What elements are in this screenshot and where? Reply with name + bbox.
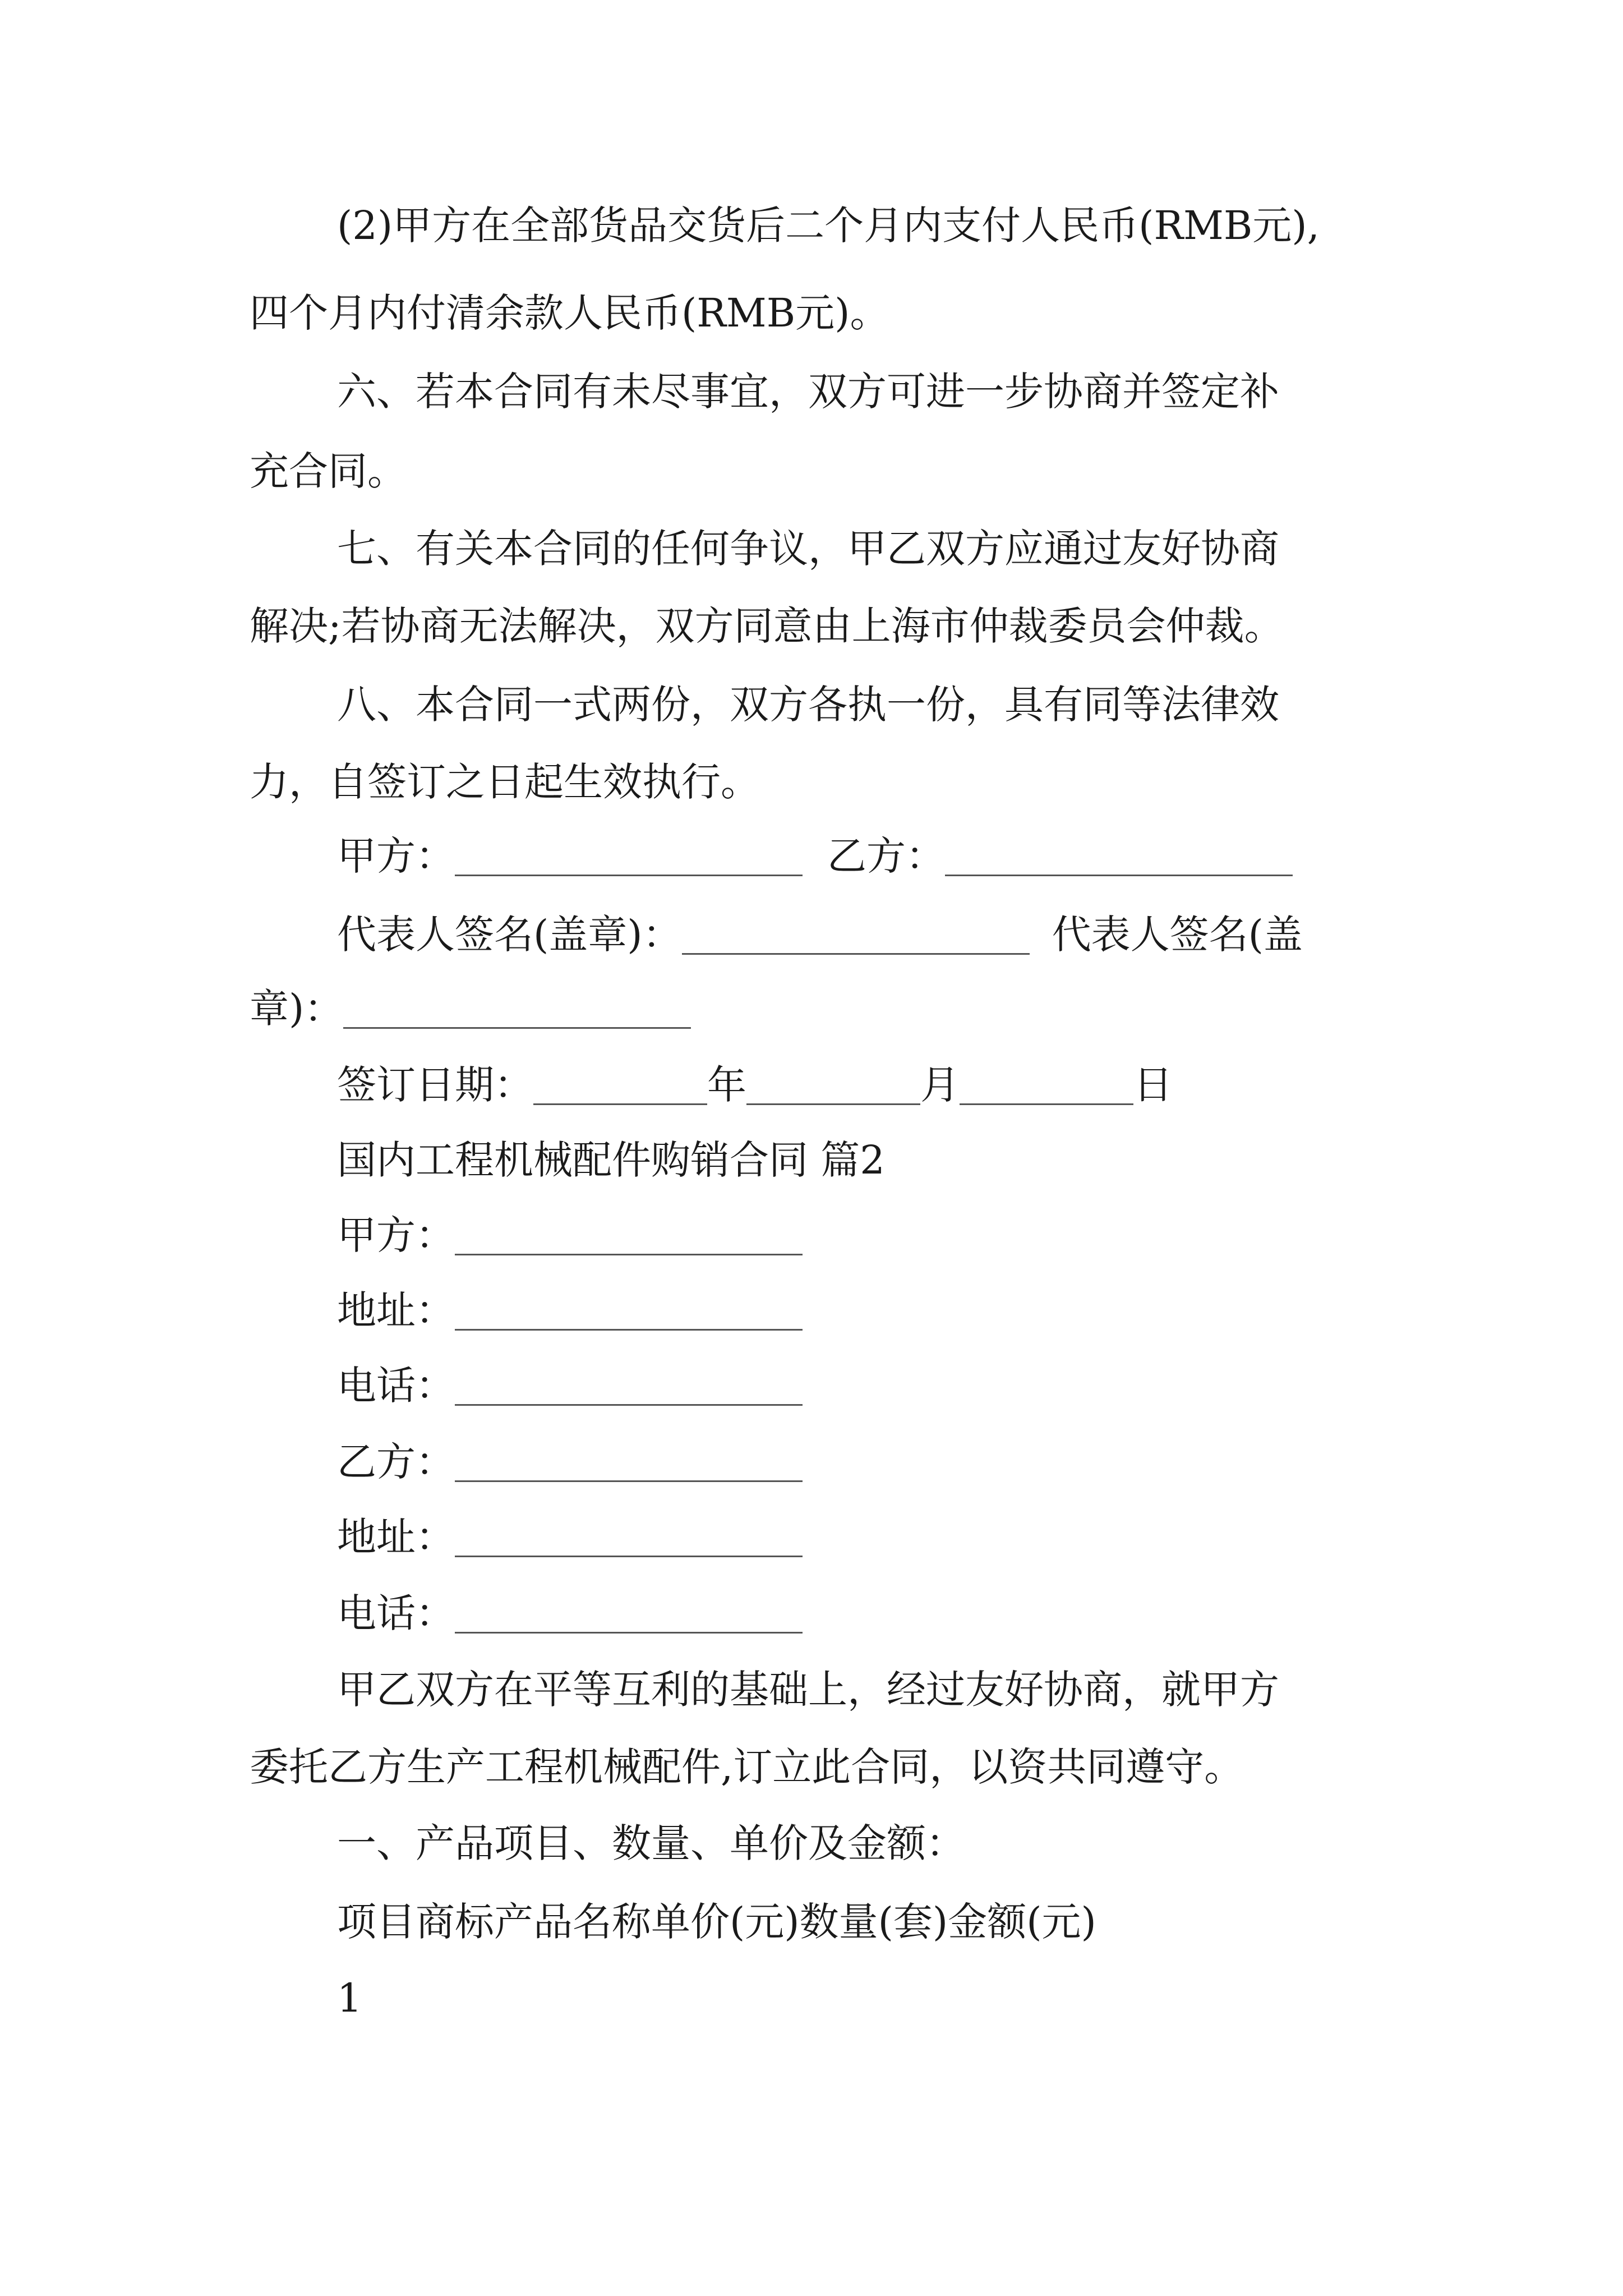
party-a-address-blank[interactable] [455,1289,803,1331]
party-b-phone-blank[interactable] [455,1591,803,1634]
party-b-address-blank[interactable] [455,1515,803,1557]
sign-date-label: 签订日期： [337,1062,533,1108]
table-row-number: 1 [337,1975,362,2021]
rep-signature-row-wrap [250,981,691,1037]
clause-seven-line-1: 七、有关本合同的任何争议，甲乙双方应通过友好协商 [337,526,1279,572]
party-a-phone-blank[interactable] [455,1364,803,1406]
party-b-phone-field [337,1585,803,1641]
payment-clause-line-2: 四个月内付清余款人民币(RMB元)。 [250,290,889,336]
month-label: 月 [920,1062,960,1108]
rep-sign-a-blank[interactable] [682,913,1030,955]
party-b-address-field [337,1509,803,1565]
rep-signature-row [337,907,1303,963]
party-a-address-field [337,1282,803,1338]
section-2-title: 国内工程机械配件购销合同 篇2 [337,1137,885,1183]
month-blank[interactable] [746,1063,920,1105]
field-label: 地址： [337,1514,455,1560]
party-b-blank[interactable] [945,834,1293,876]
party-a-name-blank[interactable] [455,1213,803,1255]
rep-sign-b-label-continued: 章)： [250,986,344,1032]
intro-line-1: 甲乙双方在平等互利的基础上，经过友好协商，就甲方 [337,1667,1279,1713]
party-a-blank[interactable] [455,834,803,876]
field-label: 甲方： [337,1212,455,1258]
product-table-header: 项目商标产品名称单价(元)数量(套)金额(元) [337,1899,1096,1945]
clause-eight-line-2: 力，自签订之日起生效执行。 [250,759,760,805]
field-label: 乙方： [337,1439,455,1485]
party-a-phone-field [337,1358,803,1414]
party-a-field [337,1207,803,1263]
intro-line-2: 委托乙方生产工程机械配件,订立此合同，以资共同遵守。 [250,1744,1244,1790]
rep-sign-a-label: 代表人签名(盖章)： [337,912,682,958]
payment-clause-line-1: (2)甲方在全部货品交货后二个月内支付人民币(RMB元), [337,203,1320,249]
field-label: 电话： [337,1363,455,1409]
field-label: 电话： [337,1590,455,1636]
rep-sign-b-label: 代表人签名(盖 [1052,912,1303,958]
party-b-name-blank[interactable] [455,1440,803,1482]
sign-date-row [337,1057,1173,1113]
year-label: 年 [707,1062,746,1108]
clause-six-line-1: 六、若本合同有未尽事宜，双方可进一步协商并签定补 [337,369,1279,415]
clause-seven-line-2: 解决;若协商无法解决，双方同意由上海市仲裁委员会仲裁。 [250,603,1284,649]
rep-sign-b-blank[interactable] [343,987,691,1029]
clause-six-line-2: 充合同。 [250,448,407,494]
party-b-field [337,1434,803,1490]
field-label: 地址： [337,1287,455,1333]
clause-one-heading: 一、产品项目、数量、单价及金额： [337,1820,965,1866]
party-a-label: 甲方： [337,833,455,879]
party-b-label: 乙方： [827,833,945,879]
clause-eight-line-1: 八、本合同一式两份，双方各执一份，具有同等法律效 [337,682,1279,728]
day-blank[interactable] [960,1063,1133,1105]
party-signature-row [337,828,1293,884]
day-label: 日 [1133,1062,1173,1108]
year-blank[interactable] [533,1063,707,1105]
